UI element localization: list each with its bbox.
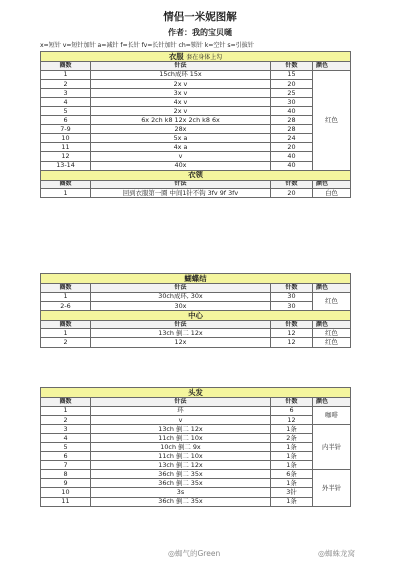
table-row [41,134,351,143]
stitch-cell: 4x a [91,143,271,152]
round-cell: 2-6 [41,301,91,310]
col-round: 圈数 [41,398,91,407]
section-header-clothes [41,52,351,62]
round-cell: 7 [41,461,91,470]
color-cell: 红色 [313,70,351,170]
column-header-row [41,398,351,407]
count-cell: 1条 [271,424,313,433]
table-row [41,415,351,424]
count-cell: 6条 [271,470,313,479]
page-title: 情侣一米妮图解 [163,11,237,23]
round-cell: 2 [41,338,91,347]
col-stitch: 针法 [91,398,271,407]
count-cell: 30 [271,97,313,106]
round-cell: 10 [41,134,91,143]
section-title: 衣服 [168,51,184,61]
count-cell: 1条 [271,479,313,488]
count-cell: 12 [271,329,313,338]
stitch-cell: 4x v [91,97,271,106]
color-cell: 白色 [313,189,351,198]
column-header-row [41,180,351,189]
column-header-row [41,284,351,293]
stitch-cell: 3x v [91,88,271,97]
section-title: 蝴蝶结 [41,274,351,284]
round-cell: 12 [41,152,91,161]
table-row [41,152,351,161]
section-header-center [41,310,351,320]
table-row [41,125,351,134]
col-round: 圈数 [41,180,91,189]
watermark-right [318,548,355,559]
stitch-cell: 3s [91,488,271,497]
stitch-cell: 11ch 倒二 10x [91,452,271,461]
table-row [41,442,351,451]
col-round: 圈数 [41,320,91,329]
table-row [41,88,351,97]
count-cell: 40 [271,152,313,161]
round-cell: 11 [41,497,91,506]
stitch-cell: 11ch 倒二 10x [91,433,271,442]
table-row [41,116,351,125]
bow-table [40,273,351,348]
col-color: 颜色 [313,398,351,407]
table-row [41,424,351,433]
round-cell: 1 [41,189,91,198]
watermark-text: 蜘蛛龙窝 [324,549,355,558]
count-cell: 3针 [271,488,313,497]
count-cell: 12 [271,415,313,424]
round-cell: 7-9 [41,125,91,134]
count-cell: 20 [271,143,313,152]
author-line: 作者：我的宝贝嗵 [168,28,232,37]
column-header-row [41,320,351,329]
stitch-cell: 10ch 倒二 9x [91,442,271,451]
table-row [41,329,351,338]
stitch-cell: 12x [91,338,271,347]
count-cell: 20 [271,79,313,88]
count-cell: 15 [271,70,313,79]
color-cell: 外半针 [313,470,351,506]
col-color: 颜色 [313,180,351,189]
table-row [41,79,351,88]
table-row [41,406,351,415]
round-cell: 9 [41,479,91,488]
table-row [41,488,351,497]
count-cell: 1条 [271,452,313,461]
stitch-cell: 28x [91,125,271,134]
col-color: 颜色 [313,62,351,71]
table-row [41,97,351,106]
round-cell: 1 [41,292,91,301]
section-header-collar [41,170,351,180]
col-round: 圈数 [41,284,91,293]
col-count: 针数 [271,62,313,71]
round-cell: 2 [41,415,91,424]
table-row [41,161,351,170]
count-cell: 30 [271,301,313,310]
stitch-cell: 13ch 倒二 12x [91,329,271,338]
count-cell: 2条 [271,433,313,442]
stitch-cell: v [91,415,271,424]
count-cell: 1条 [271,442,313,451]
table-row [41,106,351,115]
round-cell: 8 [41,470,91,479]
stitch-cell: 36ch 倒二 35x [91,479,271,488]
stitch-cell: 36ch 倒二 35x [91,470,271,479]
stitch-cell: 40x [91,161,271,170]
col-stitch: 针法 [91,62,271,71]
section-title: 头发 [41,388,351,398]
round-cell: 13-14 [41,161,91,170]
color-cell: 红色 [313,329,351,338]
round-cell: 5 [41,442,91,451]
count-cell: 24 [271,134,313,143]
table-row [41,479,351,488]
round-cell: 1 [41,329,91,338]
section-title: 中心 [41,310,351,320]
stitch-cell: 2x v [91,106,271,115]
col-round: 圈数 [41,62,91,71]
round-cell: 2 [41,79,91,88]
round-cell: 6 [41,116,91,125]
color-cell: 咖啡 [313,406,351,424]
stitch-cell: 环 [91,406,271,415]
round-cell: 3 [41,424,91,433]
count-cell: 28 [271,125,313,134]
count-cell: 1条 [271,497,313,506]
stitch-legend: x=短针 v=短针加针 a=减针 f=长针 fv=长针加针 ch=锁针 k=空针 s=引拔针 [40,42,254,49]
table-row [41,338,351,347]
round-cell: 11 [41,143,91,152]
clothes-table [40,51,351,198]
stitch-cell: 5x a [91,134,271,143]
round-cell: 1 [41,406,91,415]
stitch-cell: 6x 2ch k8 12x 2ch k8 6x [91,116,271,125]
stitch-cell: 15ch成环 15x [91,70,271,79]
round-cell: 5 [41,106,91,115]
count-cell: 40 [271,106,313,115]
count-cell: 6 [271,406,313,415]
column-header-row [41,62,351,71]
col-stitch: 针法 [91,180,271,189]
stitch-cell: 30ch成环, 30x [91,292,271,301]
section-note: 套在身体上勾 [186,53,223,61]
color-cell: 红色 [313,292,351,310]
stitch-cell: 13ch 倒二 12x [91,461,271,470]
count-cell: 1条 [271,461,313,470]
watermark-text: 蜘气的Green [174,549,221,558]
table-row [41,433,351,442]
color-cell: 内半针 [313,424,351,469]
col-stitch: 针法 [91,284,271,293]
count-cell: 30 [271,292,313,301]
stitch-cell: 36ch 倒二 35x [91,497,271,506]
round-cell: 3 [41,88,91,97]
col-stitch: 针法 [91,320,271,329]
col-count: 针数 [271,180,313,189]
table-row [41,452,351,461]
count-cell: 28 [271,116,313,125]
color-cell: 红色 [313,338,351,347]
round-cell: 4 [41,433,91,442]
table-row [41,70,351,79]
count-cell: 25 [271,88,313,97]
table-row [41,189,351,198]
table-row [41,143,351,152]
col-count: 针数 [271,284,313,293]
section-header-bow [41,274,351,284]
col-color: 颜色 [313,320,351,329]
col-count: 针数 [271,398,313,407]
table-row [41,461,351,470]
col-count: 针数 [271,320,313,329]
hair-table [40,387,351,507]
section-title: 衣领 [41,170,351,180]
table-row [41,301,351,310]
stitch-cell: 30x [91,301,271,310]
table-row [41,292,351,301]
round-cell: 4 [41,97,91,106]
count-cell: 20 [271,189,313,198]
count-cell: 12 [271,338,313,347]
round-cell: 10 [41,488,91,497]
table-row [41,470,351,479]
stitch-cell: v [91,152,271,161]
round-cell: 6 [41,452,91,461]
weibo-icon: ◎ [318,549,325,558]
table-row [41,497,351,506]
count-cell: 40 [271,161,313,170]
weibo-icon: ◎ [168,549,175,558]
stitch-cell: 2x v [91,79,271,88]
round-cell: 1 [41,70,91,79]
watermark-left [168,548,220,559]
stitch-cell: 回到衣服第一圈 中间1针不钩 3fv 9f 3fv [91,189,271,198]
col-color: 颜色 [313,284,351,293]
stitch-cell: 13ch 倒二 12x [91,424,271,433]
section-header-hair [41,388,351,398]
